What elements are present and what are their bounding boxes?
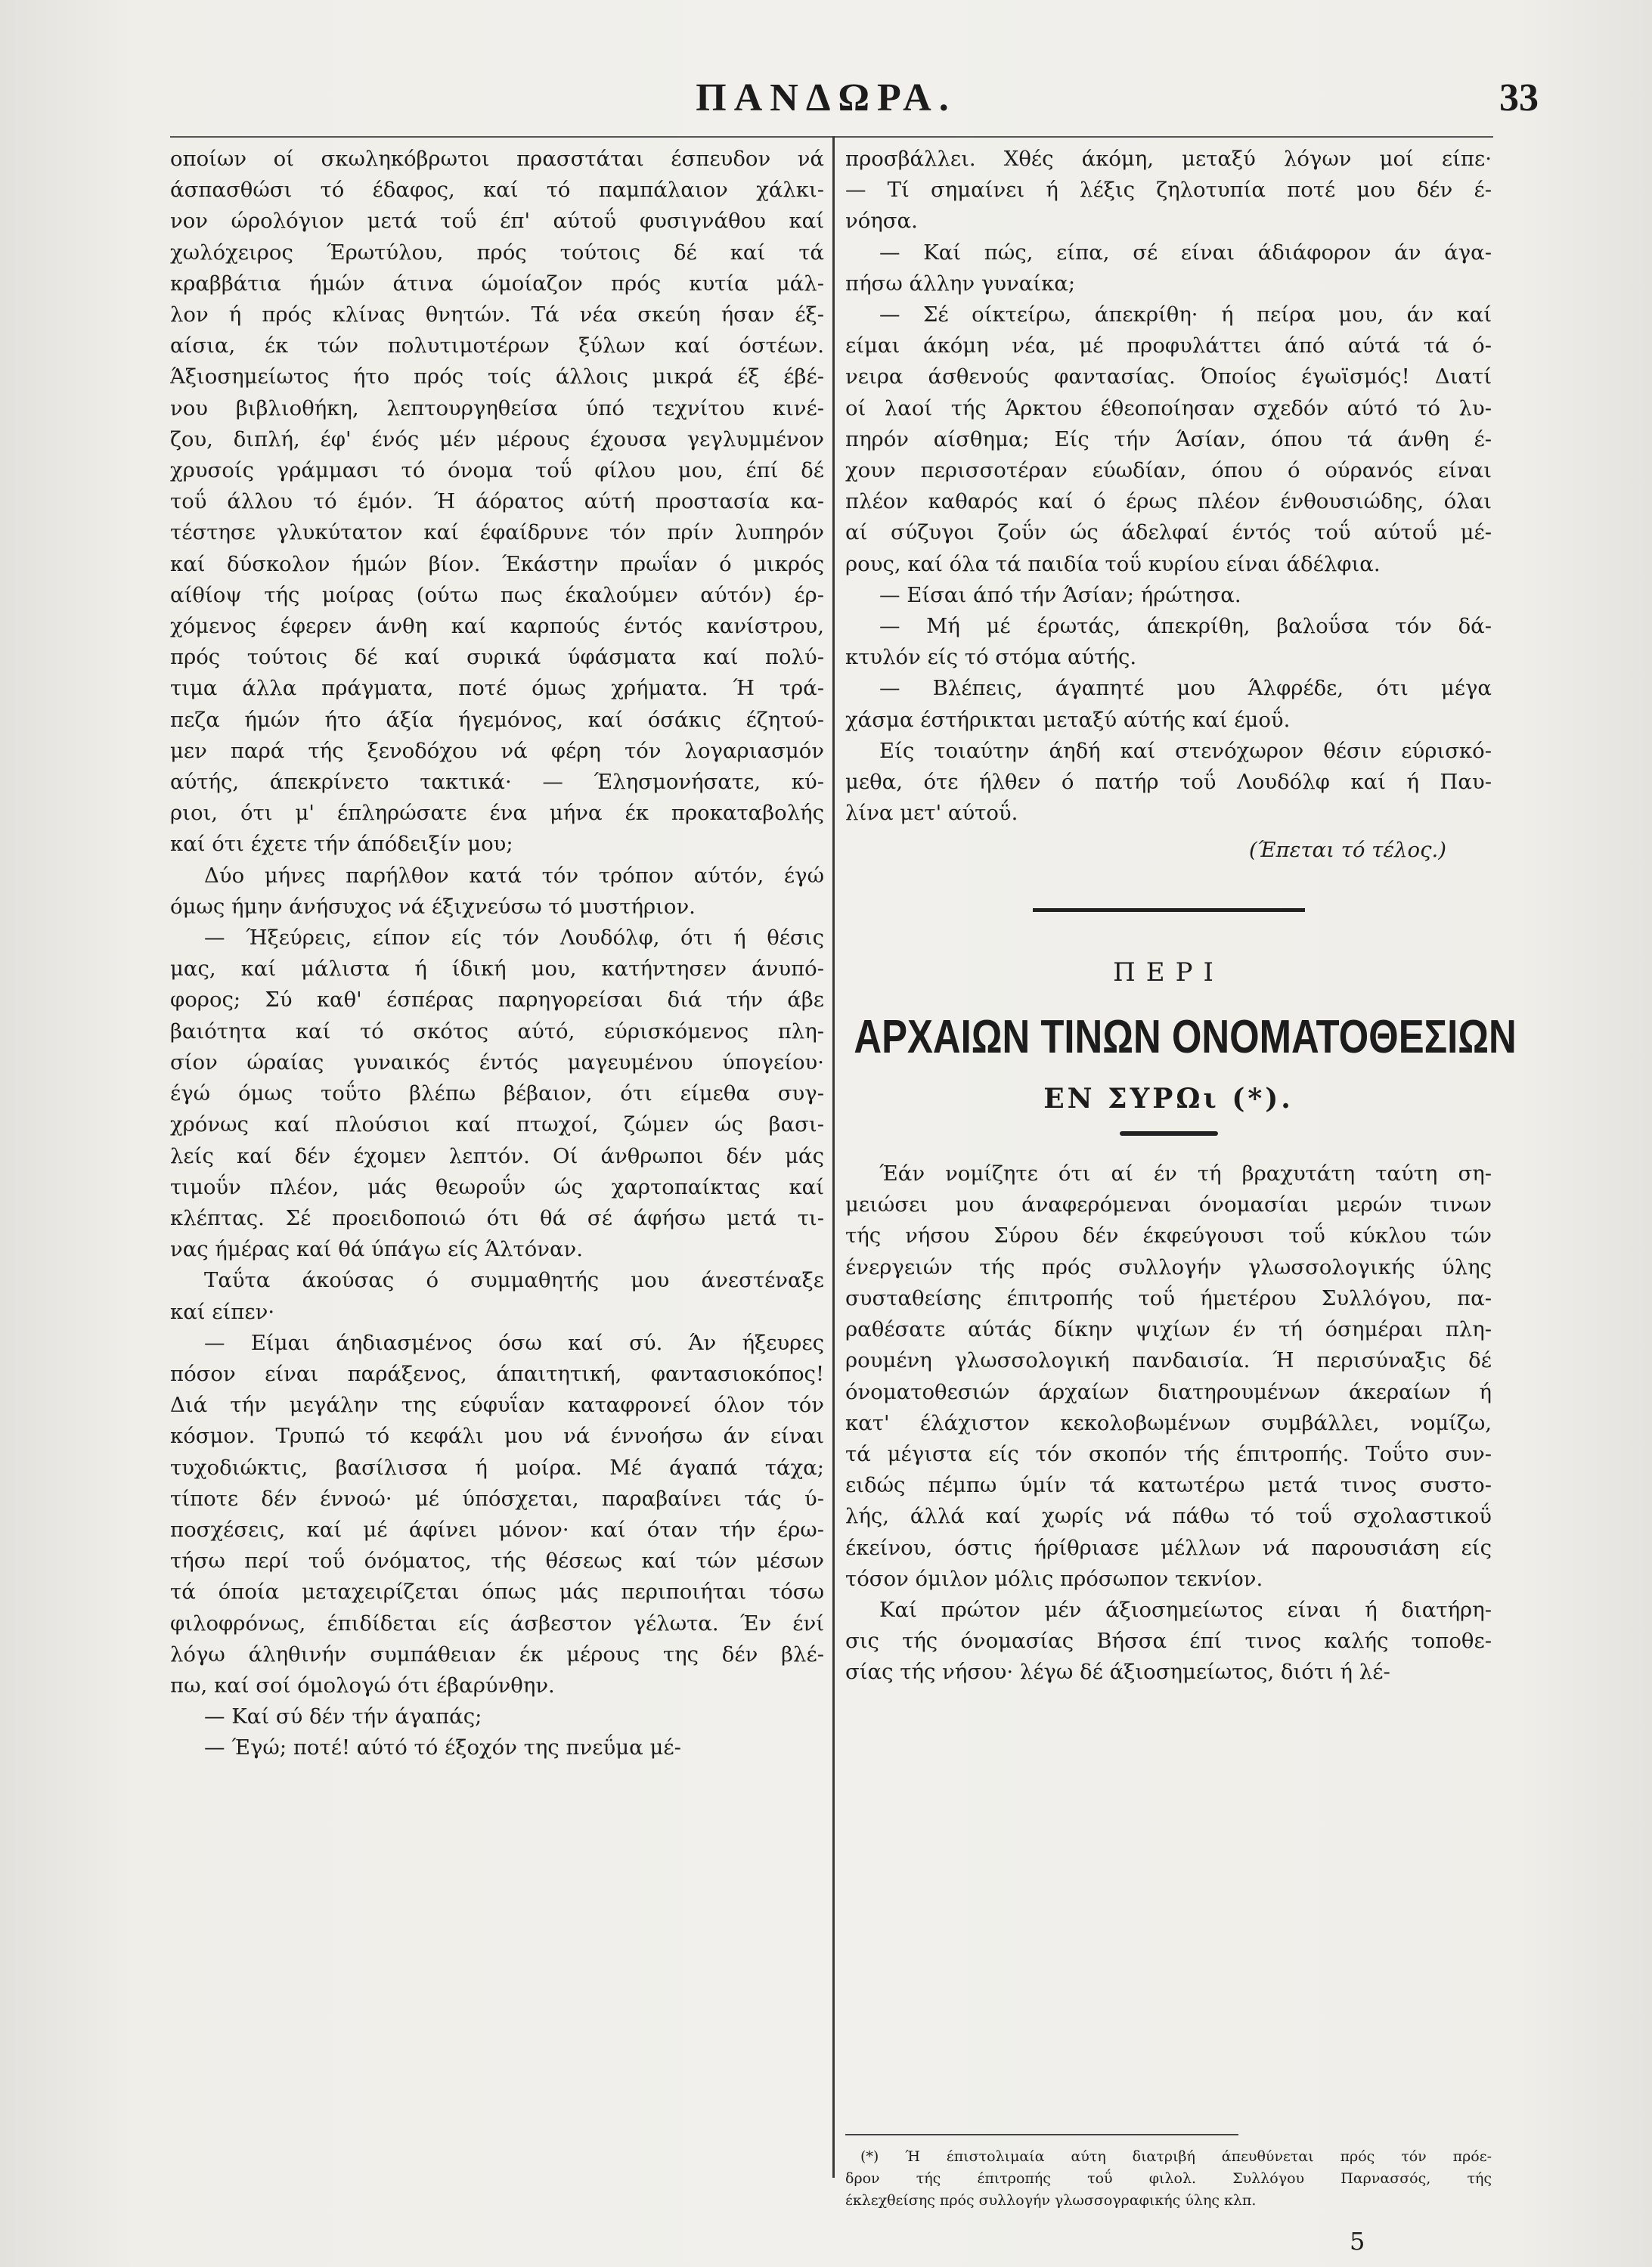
page-number: 33 [1499, 76, 1539, 119]
paragraph [845, 1158, 1492, 1595]
left-column [170, 144, 824, 1764]
section-rule [1033, 908, 1305, 912]
text-line: πηρόν αίσθημα; Είς τήν Άσίαν, όπου τά άνθη έ- [845, 426, 1492, 451]
text-line: ρουμένη γλωσσολογική πανδαισία. Ή περισύναξις δέ [845, 1348, 1492, 1373]
text-line: ειδώς πέμπω ύμίν τά κατωτέρω μετά τινος συστο- [845, 1473, 1492, 1498]
text-line: προσβάλλει. Χθές άκόμη, μεταξύ λόγων μοί είπε· [845, 147, 1492, 171]
text-line: τόσον όμιλον μόλις πρόσωπον τεκνίον. [845, 1566, 1263, 1591]
text-line: λής, άλλά καί χωρίς νά πάθω τό τοΰ σχολαστικοΰ [845, 1504, 1492, 1529]
footnote [845, 2146, 1492, 2212]
paragraph [845, 1595, 1492, 1689]
paragraph [845, 673, 1492, 735]
text-line: Είς τοιαύτην άηδή καί στενόχωρον θέσιν εύρισκό- [879, 738, 1492, 763]
text-line: σίας τής νήσου· λέγω δέ άξιοσημείωτος, διότι ή λέ- [845, 1660, 1390, 1685]
text-line: τιμα άλλα πράγματα, ποτέ όμως χρήματα. Ή τρά- [170, 676, 824, 701]
paragraph [170, 1328, 824, 1701]
text-line: — Σέ οίκτείρω, άπεκρίθη· ή πείρα μου, άν καί [879, 302, 1492, 327]
text-line: φιλοφρόνως, έπιδίδεται είς άσβεστον γέλωτα. Έν ένί [170, 1611, 824, 1636]
text-line: όμως ήμην άνήσυχος νά έξιχνεύσω τό μυστήριον. [170, 894, 696, 919]
text-line: — Βλέπεις, άγαπητέ μου Άλφρέδε, ότι μέγα [879, 676, 1492, 701]
text-line: κόσμον. Τρυπώ τό κεφάλι μου νά έννοήσω άν είναι [170, 1424, 824, 1449]
text-line: τής νήσου Σύρου δέν έκφεύγουσι τοΰ κύκλου τών [845, 1223, 1492, 1248]
paragraph [170, 923, 824, 1265]
paragraph [170, 1732, 824, 1763]
text-line: φορος; Σύ καθ' έσπέρας παρηγορείσαι διά τήν άβε [170, 988, 824, 1013]
text-line: χάσμα έστήρικται μεταξύ αύτής καί έμοΰ. [845, 707, 1291, 732]
paragraph [170, 861, 824, 923]
text-line: πόσον είναι παράξενος, άπαιτητική, φαντασιοκόπος! [170, 1361, 824, 1386]
text-line: πλέον καθαρός καί ό έρως πλέον ένθουσιώδης, όλαι [845, 489, 1492, 514]
text-line: τίποτε δέν έννοώ· μέ ύπόσχεται, παραβαίνει τάς ύ- [170, 1486, 824, 1511]
paragraph [845, 580, 1492, 611]
text-line: είμαι άκόμη νέα, μέ προφυλάττει άπό αύτά τά ό- [845, 333, 1492, 358]
text-line: τέστησε γλυκύτατον καί έφαίδρυνε τόν πρίν λυπηρόν [170, 520, 824, 545]
paragraph [845, 237, 1492, 299]
right-column [845, 144, 1517, 1689]
article-body [845, 1158, 1492, 1688]
text-line: αύτής, άπεκρίνετο τακτικά· — Έλησμονήσατε, κύ- [170, 770, 824, 795]
text-line: χουν περισσοτέραν εύωδίαν, όπου ό ούρανός είναι [845, 458, 1492, 483]
text-line: νου βιβλιοθήκη, λεπτουργηθείσα ύπό τεχνίτου κινέ- [170, 395, 824, 420]
text-line: βαιότητα καί τό σκότος αύτό, εύρισκόμενος πλη- [170, 1019, 824, 1044]
text-line: νειρα άσθενούς φαντασίας. Όποίος έγωϊσμός! Διατί [845, 364, 1492, 389]
paragraph [845, 611, 1492, 673]
paragraph [170, 1701, 824, 1732]
text-line: όνοματοθεσιών άρχαίων διατηρουμένων άκεραίων ή [845, 1379, 1492, 1404]
article-title: ΑΡΧΑΙΩΝ ΤΙΝΩΝ ΟΝΟΜΑΤΟΘΕΣΙΩΝ [854, 1010, 1517, 1063]
text-line: λον ή πρός κλίνας θνητών. Τά νέα σκεύη ήσαν έξ- [170, 302, 824, 327]
text-line: κατ' έλάχιστον κεκολοβωμένων συμβάλλει, νομίζω, [845, 1410, 1492, 1435]
text-line: νόησα. [845, 209, 918, 234]
text-line: ραθέσατε αύτάς δίκην ψιχίων έν τή όσημέραι πλη- [845, 1317, 1492, 1342]
text-line: — Έγώ; ποτέ! αύτό τό έξοχόν της πνεΰμα μέ- [204, 1735, 681, 1760]
text-line: μας, καί μάλιστα ή ίδική μου, κατήντησεν άνυπό- [170, 957, 824, 982]
text-line: χόμενος έφερεν άνθη καί καρπούς έντός κανίστρου, [170, 614, 824, 639]
text-line: μεθα, ότε ήλθεν ό πατήρ τοΰ Λουδόλφ καί ή Παυ- [845, 770, 1492, 795]
text-line: λόγω άληθινήν συμπάθειαν έκ μέρους της δέν βλέ- [170, 1642, 824, 1667]
text-line: — Είσαι άπό τήν Άσίαν; ήρώτησα. [879, 582, 1241, 607]
footnote-line: έκλεχθείσης πρός συλλογήν γλωσσογραφικής ύλης κλπ. [845, 2192, 1257, 2209]
text-line: ποσχέσεις, καί μέ άφίνει μόνον· καί όταν τήν έρω- [170, 1517, 824, 1542]
text-line: Διά τήν μεγάλην της εύφυΐαν καταφρονεί όλον τόν [170, 1393, 824, 1418]
text-line: μειώσει μου άναφερόμεναι όνομασίαι μερών τινων [845, 1192, 1492, 1217]
text-line: Καί πρώτον μέν άξιοσημείωτος είναι ή διατήρη- [879, 1597, 1492, 1622]
text-line: καί δύσκολον ήμών βίον. Έκάστην πρωΐαν ό μικρός [170, 551, 824, 576]
text-line: Δύο μήνες παρήλθον κατά τόν τρόπον αύτόν, έγώ [204, 863, 824, 888]
text-line: έκείνου, όστις ήρίθριασε μέλλων νά παρουσιάση είς [845, 1535, 1492, 1560]
text-line: νας ήμέρας καί θά ύπάγω είς Άλτόναν. [170, 1237, 583, 1262]
paragraph [170, 144, 824, 861]
text-line: — Ήξεύρεις, είπον είς τόν Λουδόλφ, ότι ή θέσις [204, 926, 824, 951]
paragraph [845, 144, 1492, 237]
footnote-line: (*) Ή έπιστολιμαία αύτη διατριβή άπευθύνεται πρός τόν πρόε- [860, 2148, 1492, 2165]
text-line: πω, καί σοί όμολογώ ότι έβαρύνθην. [170, 1673, 555, 1698]
text-line: λείς καί δέν έχομεν λεπτόν. Οί άνθρωποι δέν μάς [170, 1143, 824, 1168]
text-line: ζου, διπλή, έφ' ένός μέν μέρους έχουσα γεγλυμμένον [170, 426, 824, 451]
text-line: οποίων οί σκωληκόβρωτοι πρασστάται έσπευδον νά [170, 147, 824, 171]
text-line: μεν παρά τής ξενοδόχου νά φέρη τόν λογαριασμόν [170, 738, 824, 763]
text-line: αίσια, έκ τών πολυτιμοτέρων ξύλων καί όστέων. [170, 333, 824, 358]
text-line: οί λαοί τής Άρκτου έθεοποίησαν σχεδόν αύτό τό λυ- [845, 395, 1492, 420]
text-line: χωλόχειρος Έρωτύλου, πρός τούτοις δέ καί τά [170, 240, 824, 265]
text-line: ένεργειών τής πρός συλλογήν γλωσσολογικής ύλης [845, 1254, 1492, 1279]
text-line: κλέπτας. Σέ προειδοποιώ ότι θά σέ άφήσω μετά τι- [170, 1205, 824, 1230]
text-line: αί σύζυγοι ζοΰν ώς άδελφαί έντός τοΰ αύτοΰ μέ- [845, 520, 1492, 545]
text-line: — Τί σημαίνει ή λέξις ζηλοτυπία ποτέ μου δέν έ- [845, 178, 1492, 203]
text-line: — Καί πώς, είπα, σέ είναι άδιάφορον άν άγα- [879, 240, 1492, 265]
text-line: κτυλόν είς τό στόμα αύτής. [845, 645, 1137, 670]
text-line: καί ότι έχετε τήν άπόδειξίν μου; [170, 832, 513, 857]
text-line: ρους, καί όλα τά παιδία τοΰ κυρίου είναι άδέλφια. [845, 551, 1381, 576]
text-line: τήσω περί τοΰ όνόματος, τής θέσεως καί τών μέσων [170, 1549, 824, 1574]
text-line: — Καί σύ δέν τήν άγαπάς; [204, 1704, 482, 1729]
text-line: συσταθείσης έπιτροπής τοΰ ήμετέρου Συλλόγου, πα- [845, 1285, 1492, 1310]
paragraph [170, 1265, 824, 1327]
text-line: Άξιοσημείωτος ήτο πρός τοίς άλλοις μικρά έξ έβέ- [170, 364, 824, 389]
text-line: καί είπεν· [170, 1299, 275, 1324]
header-rule [170, 136, 1493, 138]
footnote-line: δρον τής έπιτροπής τοΰ φιλολ. Συλλόγου Παρνασσός, τής [845, 2170, 1492, 2187]
article-peri: ΠΕΡΙ [1113, 957, 1224, 988]
text-line: λίνα μετ' αύτοΰ. [845, 801, 1018, 826]
paragraph [845, 736, 1492, 830]
text-line: πήσω άλλην γυναίκα; [845, 271, 1076, 296]
paragraph [845, 299, 1492, 580]
text-line: τυχοδιώκτις, βασίλισσα ή μοίρα. Μέ άγαπά τάχα; [170, 1455, 824, 1480]
to-be-continued: (Έπεται τό τέλος.) [1249, 838, 1446, 863]
text-line: αίθίοψ τής μοίρας (ούτω πως έκαλούμεν αύτόν) έρ- [170, 582, 824, 607]
text-line: τοΰ άλλου τό έμόν. Ή άόρατος αύτή προστασία κα- [170, 489, 824, 514]
text-line: Ταΰτα άκούσας ό συμμαθητής μου άνεστέναξε [204, 1268, 824, 1293]
text-line: — Είμαι άηδιασμένος όσω καί σύ. Άν ήξευρες [204, 1330, 824, 1355]
signature-mark: 5 [1350, 2227, 1365, 2256]
text-line: σίον ώραίας γυναικός έντός μαγευμένου ύπογείου· [170, 1050, 824, 1075]
text-line: χρόνως καί πλούσιοι καί πτωχοί, ζώμεν ώς βασι- [170, 1112, 824, 1137]
article-subtitle: ΕΝ ΣΥΡΩι (*). [1043, 1082, 1294, 1115]
text-line: πρός τούτοις δέ καί συρικά ύφάσματα καί πολύ- [170, 645, 824, 670]
text-line: Έάν νομίζητε ότι αί έν τή βραχυτάτη ταύτη ση- [879, 1161, 1492, 1186]
running-title: ΠΑΝΔΩΡΑ. [696, 76, 956, 119]
title-ornament-rule [1120, 1131, 1218, 1136]
text-line: ριοι, ότι μ' έπληρώσατε ένα μήνα έκ προκαταβολής [170, 801, 824, 826]
text-line: πεζα ήμών ήτο άξία ήγεμόνος, καί όσάκις έζητού- [170, 707, 824, 732]
text-line: τά μέγιστα είς τόν σκοπόν τής έπιτροπής. Τοΰτο συν- [845, 1441, 1492, 1466]
running-head [0, 76, 1652, 129]
text-line: άσπασθώσι τό έδαφος, καί τό παμπάλαιον χάλκι- [170, 178, 824, 203]
text-line: χρυσοίς γράμμασι τό όνομα τοΰ φίλου μου, έπί δέ [170, 458, 824, 483]
text-line: έγώ όμως τοΰτο βλέπω βέβαιον, ότι είμεθα συγ- [170, 1081, 824, 1106]
text-line: νον ώρολόγιον μετά τοΰ έπ' αύτοΰ φυσιγνάθου καί [170, 209, 824, 234]
text-line: — Μή μέ έρωτάς, άπεκρίθη, βαλοΰσα τόν δά- [879, 614, 1492, 639]
text-line: κραββάτια ήμών άτινα ώμοίαζον πρός κυτία μάλ- [170, 271, 824, 296]
column-rule [832, 136, 835, 2178]
text-line: σις τής όνομασίας Βήσσα έπί τινος καλής τοποθε- [845, 1629, 1492, 1654]
text-line: τά όποία μεταχειρίζεται όπως μάς περιποιήται τόσω [170, 1580, 824, 1605]
footnote-rule [845, 2134, 1238, 2135]
text-line: τιμοΰν πλέον, μάς θεωροΰν ώς χαρτοπαίκτας καί [170, 1174, 824, 1199]
story-continuation [845, 144, 1492, 829]
